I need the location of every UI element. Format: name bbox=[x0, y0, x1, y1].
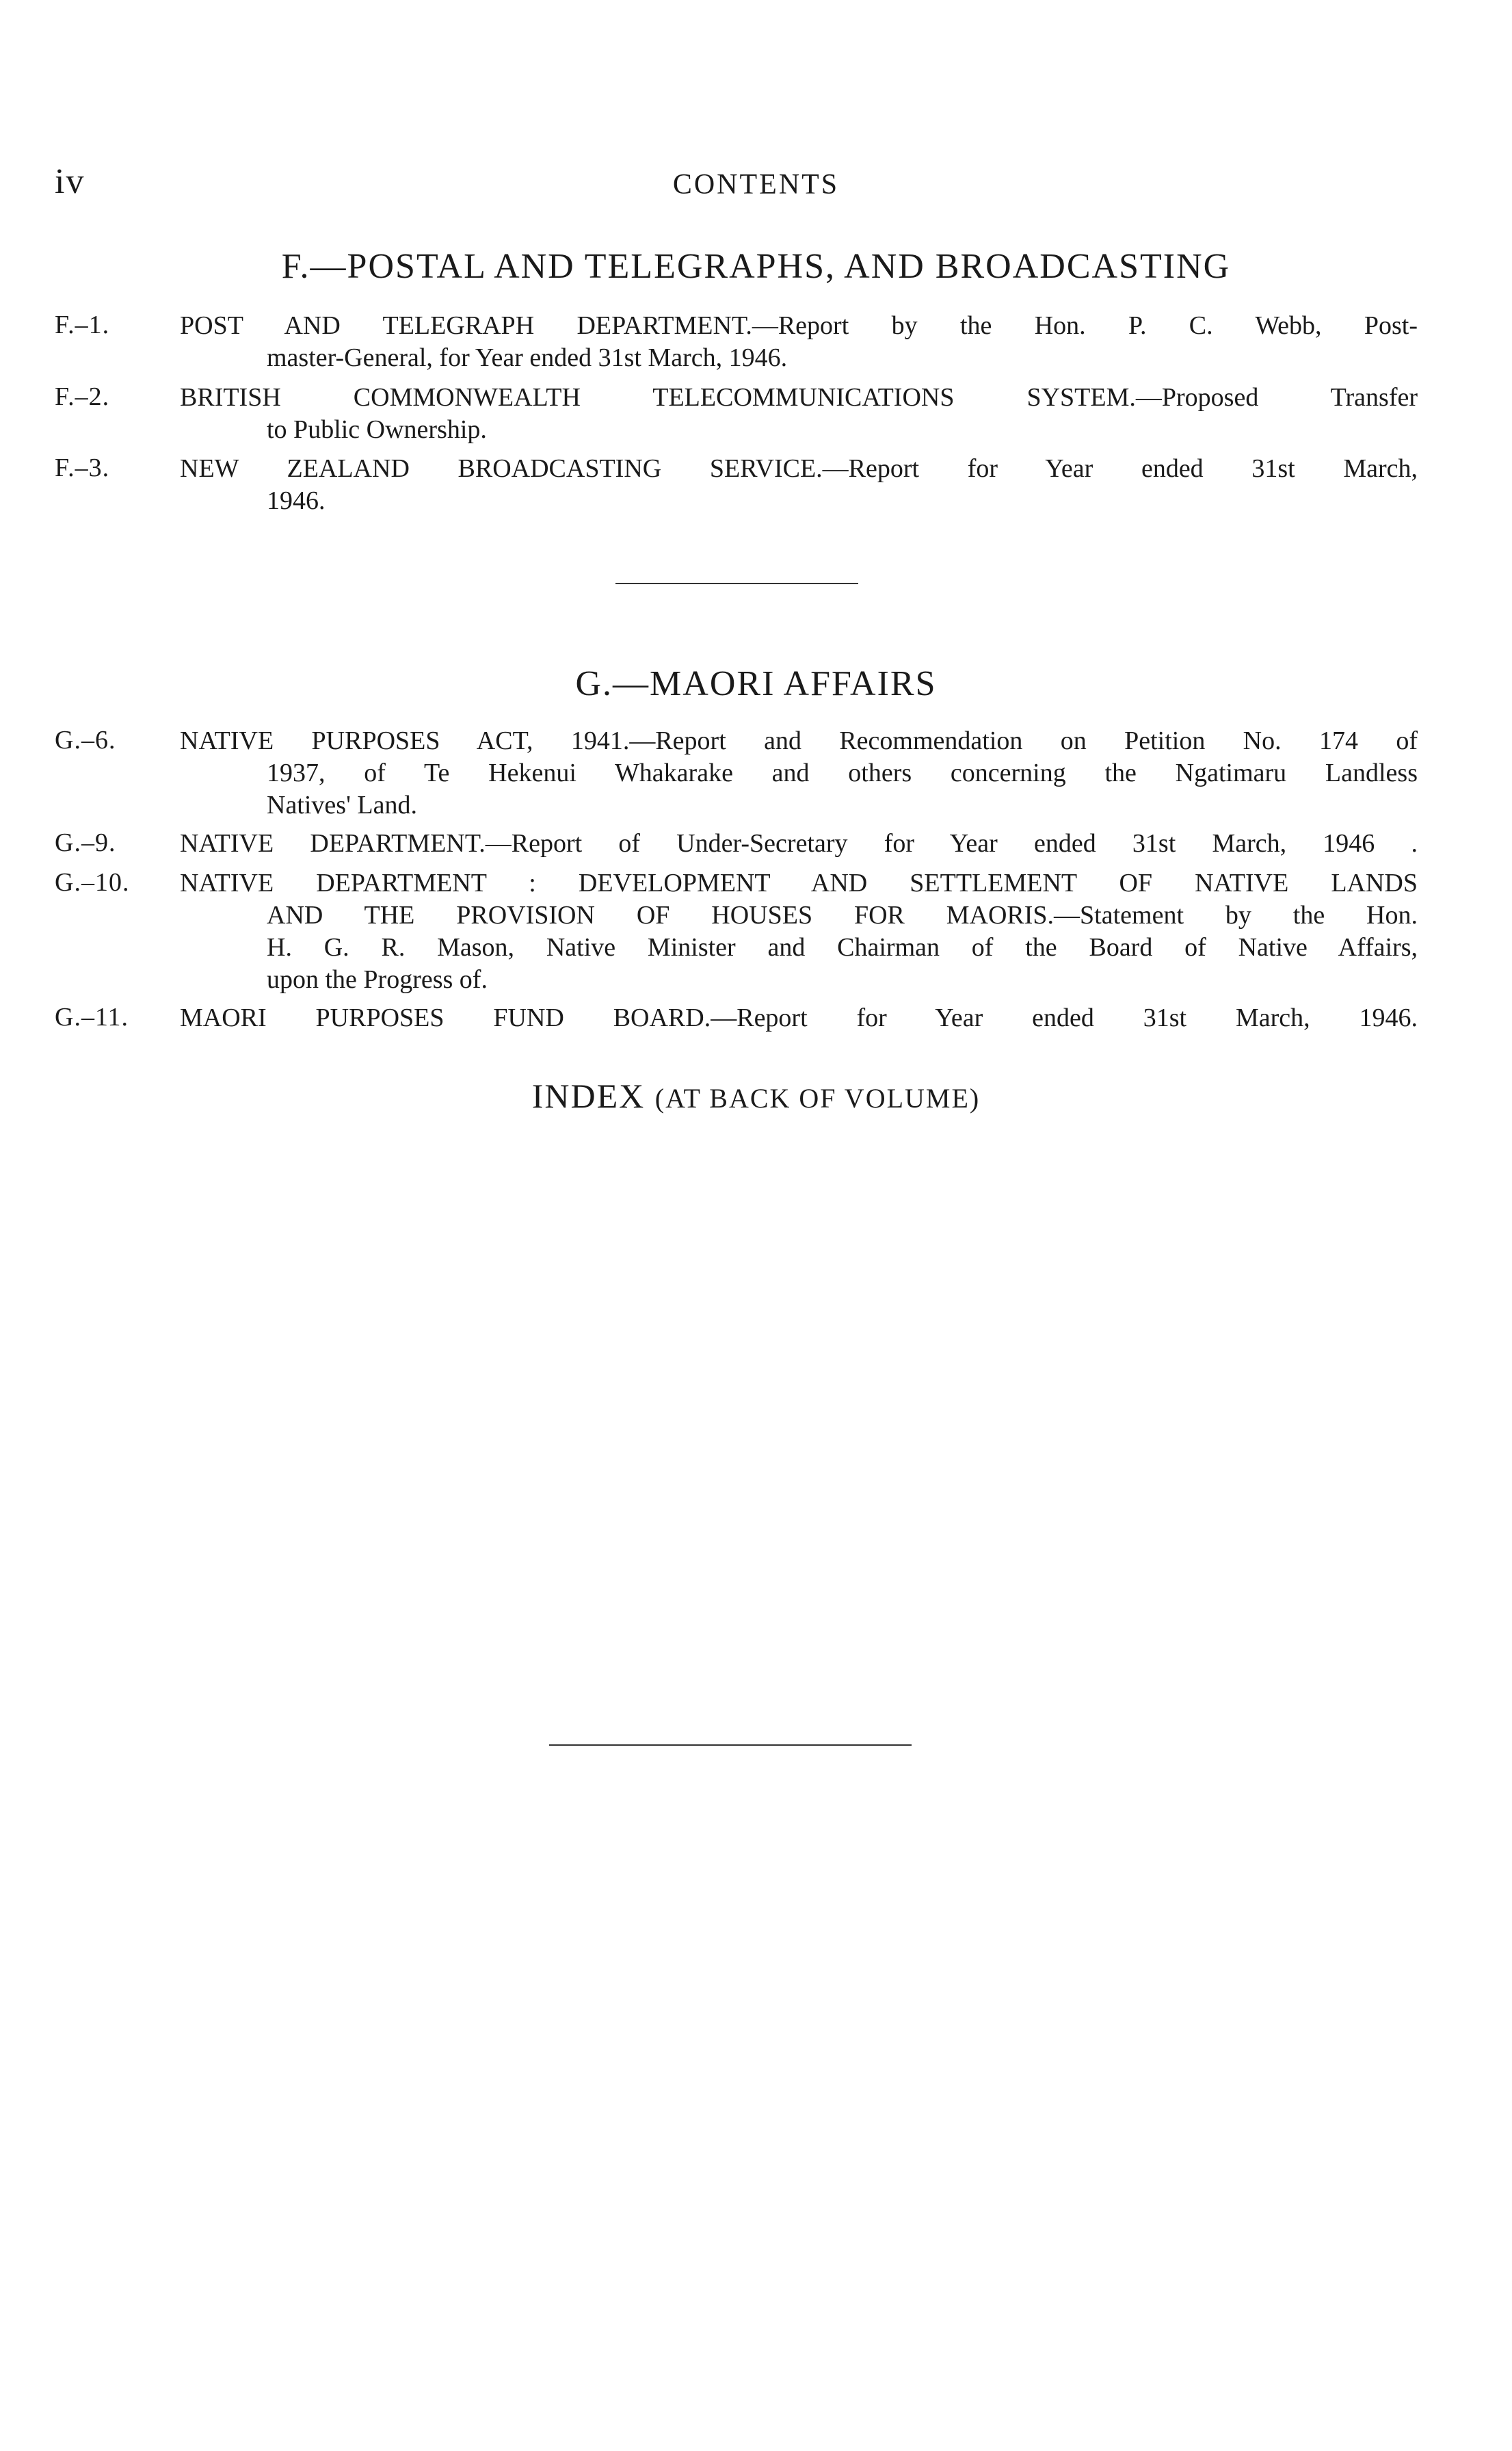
entry-line: master-General, for Year ended 31st March, 1946. bbox=[267, 343, 788, 372]
index-label: INDEX bbox=[531, 1077, 646, 1115]
entry-line: AND THE PROVISION OF HOUSES FOR MAORIS.—Statement by the Hon. bbox=[267, 901, 1418, 930]
entry-code: G.–10. bbox=[55, 868, 130, 897]
entry-line: NEW ZEALAND BROADCASTING SERVICE.—Report for Year ended 31st March, bbox=[180, 454, 1418, 483]
entry-line: MAORI PURPOSES FUND BOARD.—Report for Year ended 31st March, 1946. bbox=[180, 1004, 1418, 1032]
entry-code: F.–2. bbox=[55, 382, 110, 411]
entry-code: G.–11. bbox=[55, 1003, 129, 1032]
entry-code: F.–1. bbox=[55, 311, 110, 339]
page-number: iv bbox=[55, 162, 85, 201]
section-divider bbox=[615, 583, 858, 584]
section-f-heading: F.—POSTAL AND TELEGRAPHS, AND BROADCASTING bbox=[281, 247, 1231, 286]
entry-code: G.–6. bbox=[55, 726, 116, 755]
section-g-heading: G.—MAORI AFFAIRS bbox=[575, 664, 937, 703]
index-note: (AT BACK OF VOLUME) bbox=[654, 1083, 981, 1114]
entry-code: F.–3. bbox=[55, 454, 110, 482]
entry-line: NATIVE DEPARTMENT : DEVELOPMENT AND SETTLEMENT OF NATIVE LANDS bbox=[180, 869, 1418, 897]
entry-line: upon the Progress of. bbox=[267, 965, 488, 994]
entry-line: NATIVE DEPARTMENT.—Report of Under-Secretary for Year ended 31st March, 1946 . bbox=[180, 829, 1418, 858]
running-head: CONTENTS bbox=[672, 169, 840, 200]
index-line bbox=[0, 1076, 1512, 1116]
entry-line: BRITISH COMMONWEALTH TELECOMMUNICATIONS SYSTEM.—Proposed Transfer bbox=[180, 383, 1418, 412]
entry-line: Natives' Land. bbox=[267, 791, 418, 820]
entry-line: NATIVE PURPOSES ACT, 1941.—Report and Recommendation on Petition No. 174 of bbox=[180, 726, 1418, 755]
entry-line: to Public Ownership. bbox=[267, 415, 487, 444]
entry-line: 1946. bbox=[267, 486, 326, 515]
bottom-divider bbox=[549, 1744, 912, 1746]
entry-code: G.–9. bbox=[55, 828, 116, 857]
entry-line: POST AND TELEGRAPH DEPARTMENT.—Report by the Hon. P. C. Webb, Post- bbox=[180, 311, 1418, 340]
entry-line: 1937, of Te Hekenui Whakarake and others concerning the Ngatimaru Landless bbox=[267, 759, 1418, 787]
entry-line: H. G. R. Mason, Native Minister and Chairman of the Board of Native Affairs, bbox=[267, 933, 1418, 962]
